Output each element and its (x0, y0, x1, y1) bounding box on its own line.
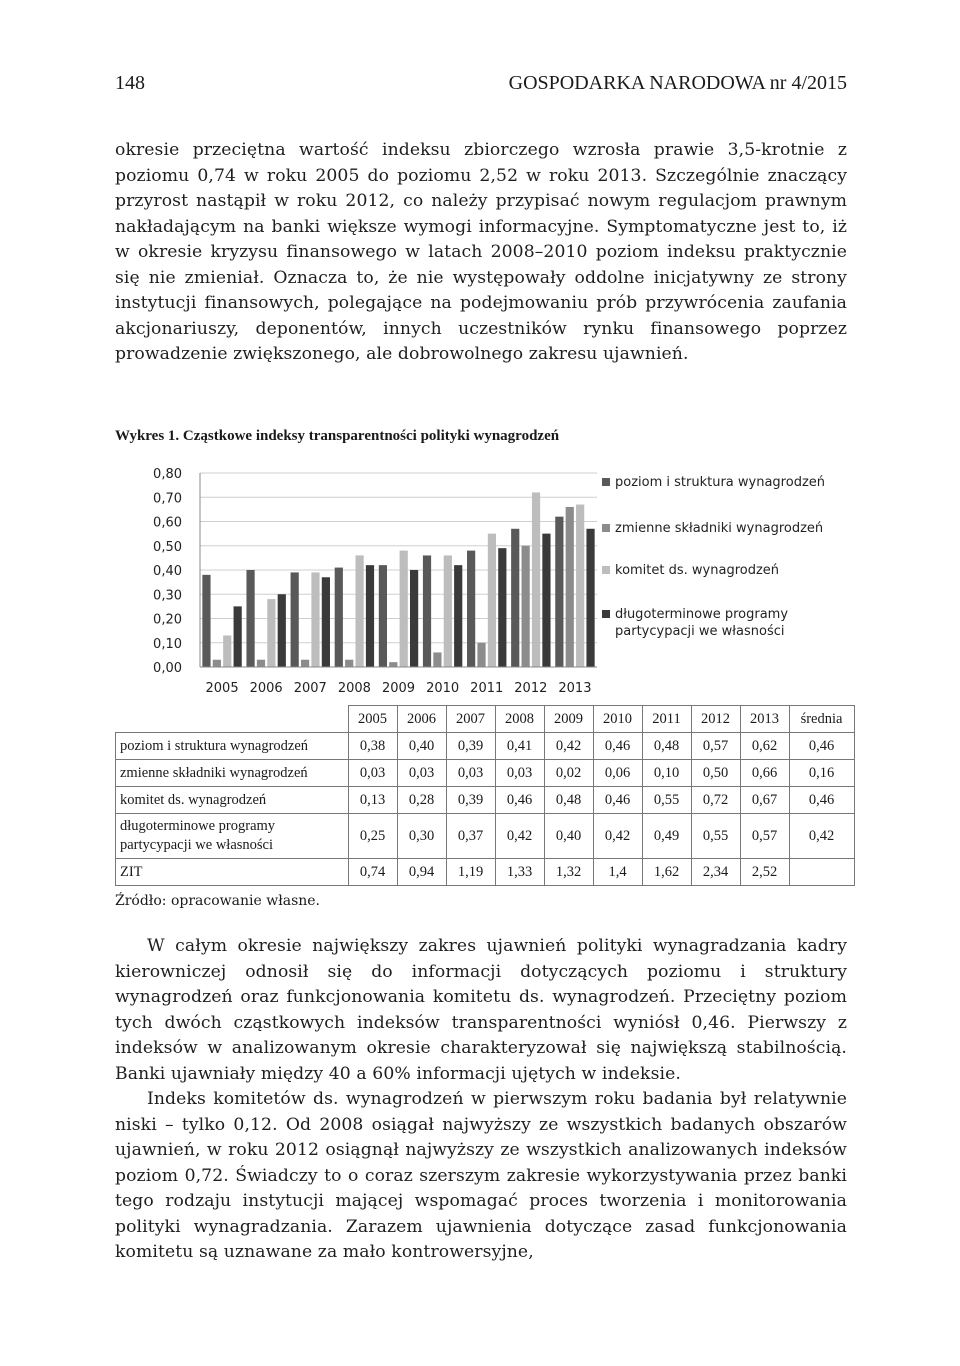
table-cell: 0,25 (348, 814, 397, 859)
legend-label: poziom i struktura wynagrodzeń (615, 475, 826, 490)
table-header-cell: 2010 (593, 706, 642, 733)
table-cell: 0,41 (495, 733, 544, 760)
legend-swatch (602, 610, 610, 618)
y-tick-label: 0,50 (153, 539, 182, 555)
bar (278, 594, 286, 667)
y-tick-label: 0,80 (153, 467, 182, 482)
row-label: ZIT (116, 859, 349, 886)
table-cell: 0,10 (642, 760, 691, 787)
table-cell: 0,39 (446, 733, 495, 760)
table-header-cell: średnia (789, 706, 854, 733)
body-paragraph-2: Indeks komitetów ds. wynagrodzeń w pierwszym roku badania był relatywnie niski – tylko 0,12. Od 2008 osiągał najwyższy ze wszystkich badanych obszarów ujawnień, w roku 2012 osiągnął najwyższy ze wszystkich analizowanych indeksów poziom 0,72. Świadczy to o coraz szerszym zakresie wykorzystywania przez banki tego rodzaju instytucji mającej wspomagać proces tworzenia i monitorowania polityki wynagradzania. Zarazem ujawnienia dotyczące zasad funkcjonowania komitetu są uznawane za mało kontrowersyjne, (115, 1089, 847, 1262)
bar (423, 555, 431, 667)
table-cell: 0,67 (740, 787, 789, 814)
bar (477, 643, 485, 667)
table-cell: 0,94 (397, 859, 446, 886)
bar (410, 570, 418, 667)
y-tick-label: 0,70 (153, 491, 182, 507)
table-cell: 0,30 (397, 814, 446, 859)
table-cell: 0,03 (348, 760, 397, 787)
x-tick-label: 2012 (514, 681, 548, 695)
table-cell: 0,38 (348, 733, 397, 760)
table-cell: 0,40 (544, 814, 593, 859)
bar (322, 577, 330, 667)
table-corner (116, 706, 349, 733)
chart-bars (202, 492, 594, 667)
intro-paragraph: okresie przeciętna wartość indeksu zbiorczego wzrosła prawie 3,5-krotnie z poziomu 0,74 w roku 2005 do poziomu 2,52 w roku 2013. Szczególnie znaczący przyrost nastąpił w roku 2012, co należy przypisać nowym regulacjom prawnym nakładającym na banki większe wymogi informacyjne. Symptomatyczne jest to, iż w okresie kryzysu finansowego w latach 2008–2010 poziom indeksu praktycznie się nie zmieniał. Oznacza to, że nie występowały oddolne inicjatywny ze strony instytucji finansowych, polegające na podejmowaniu prób przywrócenia zaufania akcjonariuszy, deponentów, innych uczestników rynku finansowego poprzez prowadzenie zwiększonego, ale dobrowolnego zakresu ujawnień. (115, 140, 847, 364)
table-cell: 0,72 (691, 787, 740, 814)
body-paragraph-1: W całym okresie największy zakres ujawnień polityki wynagradzania kadry kierowniczej odnosił się do informacji dotyczących poziomu i struktury wynagrodzeń oraz funkcjonowania komitetu ds. wynagrodzeń. Przeciętny poziom tych dwóch cząstkowych indeksów transparentności wyniósł 0,46. Pierwszy z indeksów w analizowanym okresie charakteryzował się największą stabilnością. Banki ujawniały między 40 a 60% informacji ujętych w indeksie. (115, 936, 847, 1084)
table-cell: 0,55 (642, 787, 691, 814)
bar (234, 606, 242, 667)
row-label (116, 814, 349, 859)
legend-label: długoterminowe programy (615, 607, 789, 622)
bar (555, 517, 563, 667)
bar (576, 505, 584, 667)
x-tick-label: 2005 (205, 681, 239, 695)
row-label-line: partycypacji we własności (120, 837, 274, 853)
table-cell (789, 859, 854, 886)
legend-swatch (602, 566, 610, 574)
table-cell: 0,40 (397, 733, 446, 760)
x-tick-label: 2008 (337, 681, 371, 695)
table-header-cell: 2009 (544, 706, 593, 733)
table-cell: 1,33 (495, 859, 544, 886)
table-row (116, 814, 855, 859)
legend-label: zmienne składniki wynagrodzeń (615, 521, 824, 536)
table-header-cell: 2006 (397, 706, 446, 733)
bar (267, 599, 275, 667)
chart-legend (602, 475, 825, 639)
table-row (116, 787, 855, 814)
x-tick-label: 2006 (249, 681, 283, 695)
table-cell: 0,48 (642, 733, 691, 760)
x-tick-label: 2007 (293, 681, 327, 695)
table-cell: 0,42 (593, 814, 642, 859)
bar (467, 551, 475, 667)
y-axis (153, 467, 597, 676)
y-tick-label: 0,00 (153, 661, 182, 676)
table-cell: 0,74 (348, 859, 397, 886)
table-cell: 0,03 (397, 760, 446, 787)
bar (213, 660, 221, 667)
table-cell: 1,32 (544, 859, 593, 886)
table-header-row (116, 706, 855, 733)
legend-label: partycypacji we własności (615, 624, 785, 639)
bar (291, 572, 299, 667)
table-cell: 0,48 (544, 787, 593, 814)
y-tick-label: 0,10 (153, 636, 182, 652)
bar (389, 662, 397, 667)
table-cell: 0,06 (593, 760, 642, 787)
table-row (116, 859, 855, 886)
bar (444, 555, 452, 667)
table-cell: 0,03 (495, 760, 544, 787)
bar (223, 635, 231, 667)
table-cell: 0,16 (789, 760, 854, 787)
table-cell: 1,19 (446, 859, 495, 886)
bar (366, 565, 374, 667)
y-tick-label: 0,20 (153, 612, 182, 628)
bar (566, 507, 574, 667)
table-cell: 1,4 (593, 859, 642, 886)
x-tick-label: 2011 (470, 681, 504, 695)
table-row (116, 760, 855, 787)
data-table (115, 705, 855, 886)
table-cell: 0,66 (740, 760, 789, 787)
bar (498, 548, 506, 667)
table-cell: 0,57 (740, 814, 789, 859)
table-row (116, 733, 855, 760)
bar (454, 565, 462, 667)
table-cell: 0,46 (789, 733, 854, 760)
table-header-cell: 2012 (691, 706, 740, 733)
x-tick-label: 2010 (426, 681, 460, 695)
row-label: zmienne składniki wynagrodzeń (116, 760, 349, 787)
bar-chart (115, 460, 835, 695)
table-header-cell: 2007 (446, 706, 495, 733)
table-header-cell: 2008 (495, 706, 544, 733)
table-cell: 0,46 (495, 787, 544, 814)
bar (246, 570, 254, 667)
table-cell: 0,03 (446, 760, 495, 787)
table-cell: 0,49 (642, 814, 691, 859)
bar (345, 660, 353, 667)
table-cell: 0,42 (544, 733, 593, 760)
table-cell: 0,02 (544, 760, 593, 787)
bar (257, 660, 265, 667)
table-cell: 0,46 (593, 787, 642, 814)
table-cell: 0,50 (691, 760, 740, 787)
table-cell: 0,55 (691, 814, 740, 859)
table-cell: 2,52 (740, 859, 789, 886)
table-cell: 0,39 (446, 787, 495, 814)
x-tick-label: 2013 (558, 681, 592, 695)
bar (522, 546, 530, 667)
table-cell: 0,42 (495, 814, 544, 859)
table-header-cell: 2011 (642, 706, 691, 733)
table-cell: 0,13 (348, 787, 397, 814)
page-number: 148 (115, 72, 145, 94)
table-cell: 0,28 (397, 787, 446, 814)
source-note: Źródło: opracowanie własne. (115, 893, 321, 909)
table-cell: 0,42 (789, 814, 854, 859)
journal-title: GOSPODARKA NARODOWA nr 4/2015 (508, 72, 847, 94)
bar (586, 529, 594, 667)
x-axis (200, 667, 597, 695)
row-label: komitet ds. wynagrodzeń (116, 787, 349, 814)
bar (532, 492, 540, 667)
bar (511, 529, 519, 667)
figure-caption: Wykres 1. Cząstkowe indeksy transparentności polityki wynagrodzeń (115, 428, 560, 444)
table-cell: 1,62 (642, 859, 691, 886)
x-tick-label: 2009 (381, 681, 416, 695)
legend-swatch (602, 524, 610, 532)
table-cell: 2,34 (691, 859, 740, 886)
bar (311, 572, 319, 667)
bar (400, 551, 408, 667)
bar (542, 534, 550, 667)
bar (433, 652, 441, 667)
bar (301, 660, 309, 667)
bar (488, 534, 496, 667)
table-cell: 0,37 (446, 814, 495, 859)
y-tick-label: 0,30 (153, 588, 182, 604)
table-cell: 0,46 (593, 733, 642, 760)
legend-label: komitet ds. wynagrodzeń (615, 563, 780, 578)
table-header-cell: 2005 (348, 706, 397, 733)
row-label-line: długoterminowe programy (120, 818, 276, 834)
bar (335, 568, 343, 667)
table-cell: 0,57 (691, 733, 740, 760)
legend-swatch (602, 478, 610, 486)
bar (379, 565, 387, 667)
y-tick-label: 0,40 (153, 564, 182, 579)
table-cell: 0,46 (789, 787, 854, 814)
table-cell: 0,62 (740, 733, 789, 760)
bar (355, 555, 363, 667)
row-label: poziom i struktura wynagrodzeń (116, 733, 349, 760)
bar (202, 575, 210, 667)
table-header-cell: 2013 (740, 706, 789, 733)
y-tick-label: 0,60 (153, 515, 182, 531)
